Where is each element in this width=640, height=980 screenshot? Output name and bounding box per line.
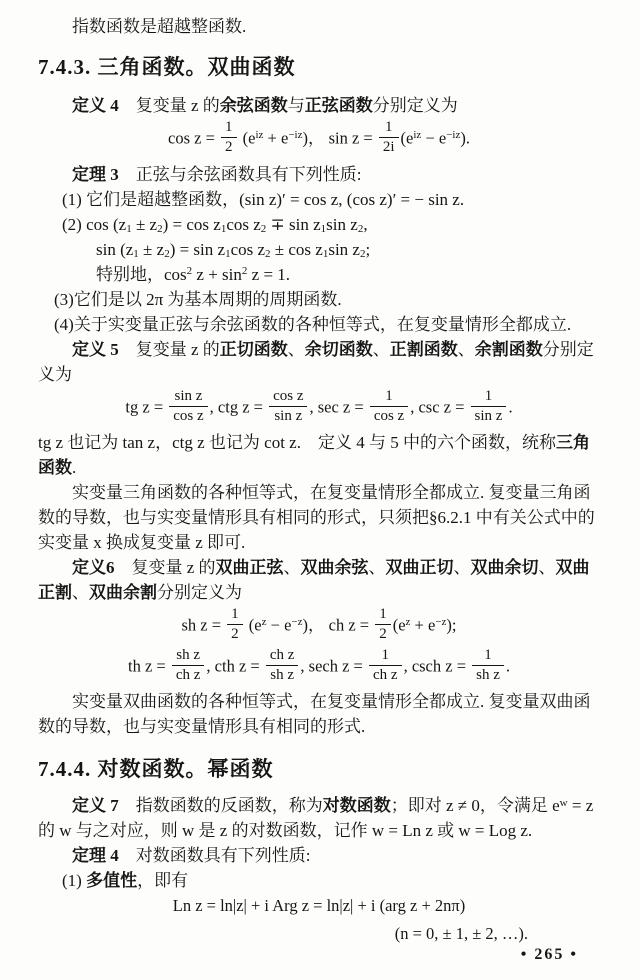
intro-paragraph: 指数函数是超越整函数. bbox=[72, 17, 247, 36]
subscript: 1 bbox=[322, 248, 329, 261]
subscript: 1 bbox=[220, 223, 227, 236]
bold-term: 双曲正割 bbox=[38, 558, 590, 602]
fraction bbox=[266, 647, 299, 685]
superscript: −iz bbox=[288, 129, 303, 142]
property-multivalue: (1) 多值性，即有 bbox=[62, 871, 189, 890]
fraction bbox=[221, 119, 237, 157]
superscript: iz bbox=[413, 129, 422, 142]
superscript: −z bbox=[435, 616, 447, 629]
fraction bbox=[375, 606, 391, 644]
definition-6: 定义6 复变量 z 的双曲正弦、双曲余弦、双曲正切、双曲余切、双曲正割、双曲余割分别定义为 bbox=[38, 558, 590, 602]
page-number: • 265 • bbox=[520, 946, 578, 963]
fraction-denominator: sin z bbox=[269, 406, 307, 425]
fraction bbox=[269, 388, 307, 426]
theorem-3: 定理 3 正弦与余弦函数具有下列性质: bbox=[72, 164, 362, 184]
property-4: (4)关于实变量正弦与余弦函数的各种恒等式，在复变量情形全都成立. bbox=[54, 314, 572, 334]
fraction-numerator: 1 bbox=[385, 387, 393, 404]
subscript: 1 bbox=[320, 223, 327, 236]
bold-term: 双曲正切 bbox=[385, 558, 454, 577]
fraction-denominator: 2 bbox=[227, 624, 243, 643]
paragraph-tan-notation: tg z 也记为 tan z，ctg z 也记为 cot z. 定义 4 与 5 中的六个函数，统称三角函数. bbox=[38, 433, 590, 477]
bold-term: 余切函数 bbox=[304, 339, 373, 359]
fraction-numerator: 1 bbox=[484, 387, 493, 404]
bold-term: 余割函数 bbox=[474, 339, 543, 359]
bold-term: 余弦函数 bbox=[219, 96, 288, 115]
bold-term: 双曲余割 bbox=[89, 583, 157, 602]
fraction-denominator: sin z bbox=[471, 406, 507, 425]
bold-term: 正切函数 bbox=[219, 339, 288, 359]
subscript: 1 bbox=[133, 248, 139, 261]
subscript: 2 bbox=[157, 223, 163, 236]
property-3: (3)它们是以 2π 为基本周期的周期函数. bbox=[54, 289, 342, 309]
formula-tg-ctg-sec-csc: tg z = $\frac{\text{sin z}}{\text{cos z}}$ , ctg z = $\frac{\text{cos z}}{\text{sin z}}$ , sec z = $\frac{1}{\text{cos z}}$ , csc z = $\frac{1}{\text{sin z}}$ . bbox=[125, 387, 513, 424]
subscript: 2 bbox=[359, 248, 366, 261]
fraction-numerator: 1 bbox=[225, 119, 233, 135]
fraction-denominator: ch z bbox=[172, 665, 205, 684]
bold-term: 定义 7 bbox=[72, 796, 119, 815]
section-heading-743: 7.4.3. 三角函数。双曲函数 bbox=[38, 55, 296, 79]
subscript: 2 bbox=[357, 223, 364, 236]
formula-sh-ch: sh z = $\frac{1}{2}$ $(e^z - e^{-z})$， ch z = $\frac{1}{2}$ $(e^z + e^{-z})$; bbox=[181, 606, 457, 643]
paragraph-trig-identities: 实变量三角函数的各种恒等式，在复变量情形全都成立. 复变量三角函数的导数，也与实变量情形具有相同的形式，只须把§6.2.1 中有关公式中的实变量 x 换成复变量 z 即可. bbox=[38, 483, 595, 552]
formula-ln-n-range: (n = 0, ± 1, ± 2, …). bbox=[394, 924, 528, 943]
fraction-numerator: sh z bbox=[176, 646, 200, 663]
formula-cos-sin: cos z = $\frac{1}{2}$ $(e^{iz} + e^{-iz})$， sin z = $\frac{1}{2i}$ $(e^{iz} - e^{-iz})$. bbox=[168, 119, 470, 156]
fraction bbox=[379, 119, 399, 157]
bold-term: 双曲余切 bbox=[470, 558, 539, 577]
fraction-numerator: cos z bbox=[273, 387, 304, 404]
fraction-numerator: 1 bbox=[379, 606, 387, 622]
bold-term: 定义 4 bbox=[72, 96, 119, 115]
bold-term: 正弦函数 bbox=[304, 96, 373, 115]
subscript: 2 bbox=[265, 248, 271, 261]
fraction-numerator: 1 bbox=[484, 646, 492, 663]
fraction-numerator: 1 bbox=[231, 606, 239, 622]
bold-term: 定义 5 bbox=[72, 339, 119, 359]
bold-term: 多值性 bbox=[86, 871, 138, 890]
fraction-numerator: ch z bbox=[269, 646, 295, 663]
bold-term: 定理 4 bbox=[72, 846, 119, 865]
fraction-denominator: sh z bbox=[472, 665, 504, 684]
subscript: 2 bbox=[260, 223, 267, 236]
fraction-numerator: sin z bbox=[174, 387, 203, 404]
fraction-denominator: sh z bbox=[266, 665, 299, 684]
fraction-denominator: 2i bbox=[379, 137, 399, 156]
superscript: w bbox=[559, 796, 568, 809]
fraction bbox=[172, 647, 205, 685]
subscript: 1 bbox=[126, 223, 132, 236]
bold-term: 定理 3 bbox=[72, 164, 119, 184]
formula-ln: Ln z = ln|z| + i Arg z = ln|z| + i (arg z + 2nπ) bbox=[172, 896, 466, 915]
fraction bbox=[472, 647, 504, 685]
fraction-numerator: 1 bbox=[384, 119, 393, 135]
property-2-sin: $\sin (z_1 \pm z_2) = \sin z_1\cos$ $z_2 \pm \cos z_1\sin$ $z_2$; bbox=[96, 239, 371, 261]
superscript: 2 bbox=[186, 265, 193, 277]
subscript: 1 bbox=[225, 248, 231, 261]
bold-term: 双曲余弦 bbox=[300, 558, 369, 577]
property-2-special: 特别地，$\cos^2 z + \sin^2 z = 1$. bbox=[96, 264, 291, 284]
superscript: z bbox=[405, 616, 411, 629]
bold-term: 正割函数 bbox=[389, 339, 458, 359]
superscript: −z bbox=[291, 616, 303, 629]
paragraph-hyperbolic-identities: 实变量双曲函数的各种恒等式，在复变量情形全都成立. 复变量双曲函数的导数，也与实变量情形具有相同的形式. bbox=[38, 692, 591, 736]
fraction bbox=[370, 388, 408, 426]
fraction bbox=[471, 388, 507, 426]
superscript: 2 bbox=[241, 265, 248, 277]
theorem-4: 定理 4 对数函数具有下列性质: bbox=[72, 846, 311, 865]
bold-term: 双曲正弦 bbox=[215, 558, 284, 577]
property-2-cos: (2) $\cos (z_1 \pm z_2) = \cos z_1\cos$ $z_2 \mp \sin z_1\sin$ $z_2$, bbox=[62, 214, 368, 236]
definition-4: 定义 4 复变量 z 的余弦函数与正弦函数分别定义为 bbox=[72, 96, 458, 115]
bold-term: 三角函数 bbox=[38, 433, 590, 477]
definition-5: 定义 5 复变量 z 的正切函数、余切函数、正割函数、余割函数分别定义为 bbox=[38, 339, 594, 384]
fraction-denominator: ch z bbox=[369, 665, 402, 684]
property-1: (1) 它们是超越整函数，(sin z)′ = cos z, (cos z)′ = − sin z. bbox=[62, 189, 465, 209]
fraction-denominator: cos z bbox=[370, 406, 408, 425]
superscript: z bbox=[261, 616, 267, 629]
fraction-numerator: 1 bbox=[381, 646, 390, 663]
subscript: 2 bbox=[164, 248, 170, 261]
bold-term: 定义6 bbox=[72, 558, 115, 577]
bold-term: 对数函数 bbox=[322, 796, 391, 815]
fraction bbox=[227, 606, 243, 644]
fraction-denominator: cos z bbox=[169, 406, 207, 425]
fraction bbox=[169, 388, 207, 426]
formula-th-cth-sech-csch: th z = $\frac{\text{sh z}}{\text{ch z}}$ , cth z = $\frac{\text{ch z}}{\text{sh z}}$ , sech z = $\frac{1}{\text{ch z}}$ , csch z = $\frac{1}{\text{sh z}}$ . bbox=[127, 646, 511, 683]
superscript: −iz bbox=[446, 129, 461, 142]
fraction-denominator: 2 bbox=[375, 624, 391, 643]
superscript: iz bbox=[255, 129, 264, 142]
section-heading-744: 7.4.4. 对数函数。幂函数 bbox=[38, 757, 274, 781]
fraction bbox=[369, 647, 402, 685]
definition-7: 定义 7 指数函数的反函数，称为对数函数；即对 z ≠ 0，令满足 $e^w = z$ 的 w 与之对应，则 w 是 z 的对数函数，记作 w = Ln z 或 w = Log z. bbox=[38, 796, 594, 840]
fraction-denominator: 2 bbox=[221, 137, 237, 156]
